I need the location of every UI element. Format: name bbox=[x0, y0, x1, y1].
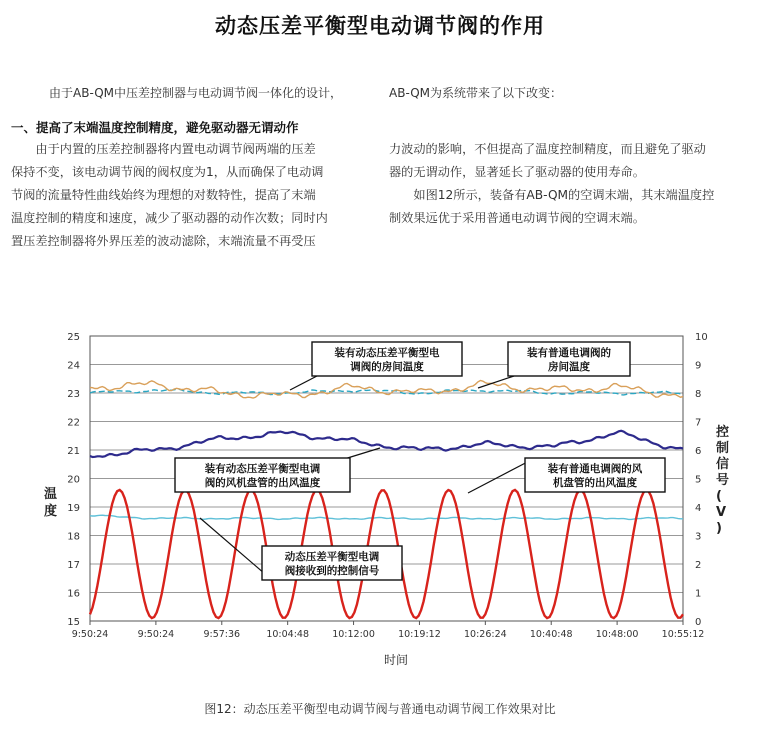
y-right-tick-label: 5 bbox=[695, 474, 702, 486]
series-line-supply_normal bbox=[90, 431, 683, 457]
y-left-tick-label: 24 bbox=[67, 360, 80, 372]
right-line: 制效果远优于采用普通电动调节阀的空调末端。 bbox=[389, 211, 645, 225]
temperature-chart bbox=[0, 318, 760, 693]
x-tick-label: 10:40:48 bbox=[529, 629, 573, 640]
y-right-tick-label: 7 bbox=[695, 417, 702, 429]
y-left-tick-label: 22 bbox=[67, 417, 80, 429]
x-tick-label: 10:55:12 bbox=[661, 629, 705, 640]
y-left-tick-label: 15 bbox=[67, 617, 80, 628]
y-right-tick-label: 6 bbox=[695, 446, 702, 457]
left-column bbox=[11, 138, 371, 253]
left-line: 置压差控制器将外界压差的波动滤除，末端流量不再受压 bbox=[11, 234, 316, 248]
right-column bbox=[389, 138, 754, 230]
y-right-tick-label: 8 bbox=[695, 389, 702, 400]
y-left-tick-label: 25 bbox=[67, 332, 80, 343]
left-line: 保持不变，该电动调节阀的阀权度为1，从而确保了电动调 bbox=[11, 165, 324, 179]
x-tick-label: 10:04:48 bbox=[266, 629, 310, 640]
section-heading: 一、提高了末端温度控制精度，避免驱动器无谓动作 bbox=[11, 120, 299, 135]
y-axis-label-right: 控制信号( V ) bbox=[716, 425, 730, 536]
y-left-tick-label: 23 bbox=[67, 389, 80, 400]
article-title: 动态压差平衡型电动调节阀的作用 bbox=[215, 14, 545, 38]
y-right-tick-label: 1 bbox=[695, 588, 702, 600]
y-left-tick-label: 18 bbox=[67, 531, 80, 543]
annotations bbox=[175, 342, 665, 580]
y-left-tick-label: 17 bbox=[67, 560, 80, 571]
y-left-tick-label: 21 bbox=[67, 446, 80, 457]
intro-left: 由于AB-QM中压差控制器与电动调节阀一体化的设计， bbox=[49, 86, 343, 100]
x-tick-label: 9:57:36 bbox=[203, 629, 241, 640]
annotation-text: 装有动态压差平衡型电调 bbox=[204, 463, 321, 475]
y-left-tick-label: 19 bbox=[67, 503, 80, 514]
annotation-text: 房间温度 bbox=[548, 361, 590, 373]
x-tick-label: 10:26:24 bbox=[463, 629, 507, 640]
annotation-text: 调阀的房间温度 bbox=[350, 361, 424, 373]
annotation-text: 阀接收到的控制信号 bbox=[284, 565, 380, 577]
right-line: 力波动的影响，不但提高了温度控制精度，而且避免了驱动 bbox=[389, 142, 706, 156]
y-left-tick-label: 16 bbox=[67, 588, 80, 600]
x-tick-label: 10:48:00 bbox=[595, 629, 639, 640]
x-tick-label: 10:19:12 bbox=[398, 629, 441, 640]
annotation-text: 动态压差平衡型电调 bbox=[284, 551, 380, 563]
annotation-text: 装有普通电调阀的风 bbox=[547, 463, 643, 475]
series-line-supply_dynamic bbox=[90, 515, 683, 519]
x-tick-label: 9:50:24 bbox=[71, 629, 109, 640]
left-line: 温度控制的精度和速度，减少了驱动器的动作次数；同时内 bbox=[11, 211, 328, 225]
annotation-arrow bbox=[200, 518, 272, 580]
y-right-tick-label: 3 bbox=[695, 531, 702, 543]
y-right-tick-label: 0 bbox=[695, 617, 702, 628]
series-lines bbox=[90, 381, 683, 619]
y-right-tick-label: 10 bbox=[695, 332, 708, 343]
x-tick-label: 9:50:24 bbox=[137, 629, 175, 640]
series-line-room_normal bbox=[90, 381, 683, 399]
y-right-tick-label: 4 bbox=[695, 503, 702, 514]
y-axis-label-left: 温度 bbox=[44, 487, 58, 519]
y-right-tick-label: 2 bbox=[695, 560, 702, 571]
annotation-text: 机盘管的出风温度 bbox=[553, 477, 637, 489]
x-axis-label: 时间 bbox=[383, 653, 409, 667]
intro-right: AB-QM为系统带来了以下改变： bbox=[389, 86, 563, 100]
figure-caption: 图12：动态压差平衡型电动调节阀与普通电动调节阀工作效果对比 bbox=[204, 702, 556, 716]
x-tick-label: 10:12:00 bbox=[332, 629, 375, 640]
left-line: 节阀的流量特性曲线始终为理想的对数特性，提高了末端 bbox=[11, 188, 316, 202]
annotation-text: 阀的风机盘管的出风温度 bbox=[204, 477, 321, 489]
annotation-text: 装有动态压差平衡型电 bbox=[334, 347, 440, 359]
y-left-tick-label: 20 bbox=[67, 474, 80, 486]
annotation-arrow bbox=[290, 376, 317, 390]
y-right-tick-label: 9 bbox=[695, 360, 702, 372]
left-line: 由于内置的压差控制器将内置电动调节阀两端的压差 bbox=[35, 142, 316, 156]
right-line: 如图12所示，装备有AB-QM的空调末端，其末端温度控 bbox=[413, 188, 715, 202]
annotation-text: 装有普通电调阀的 bbox=[527, 347, 611, 359]
right-line: 器的无谓动作，显著延长了驱动器的使用寿命。 bbox=[389, 165, 645, 179]
